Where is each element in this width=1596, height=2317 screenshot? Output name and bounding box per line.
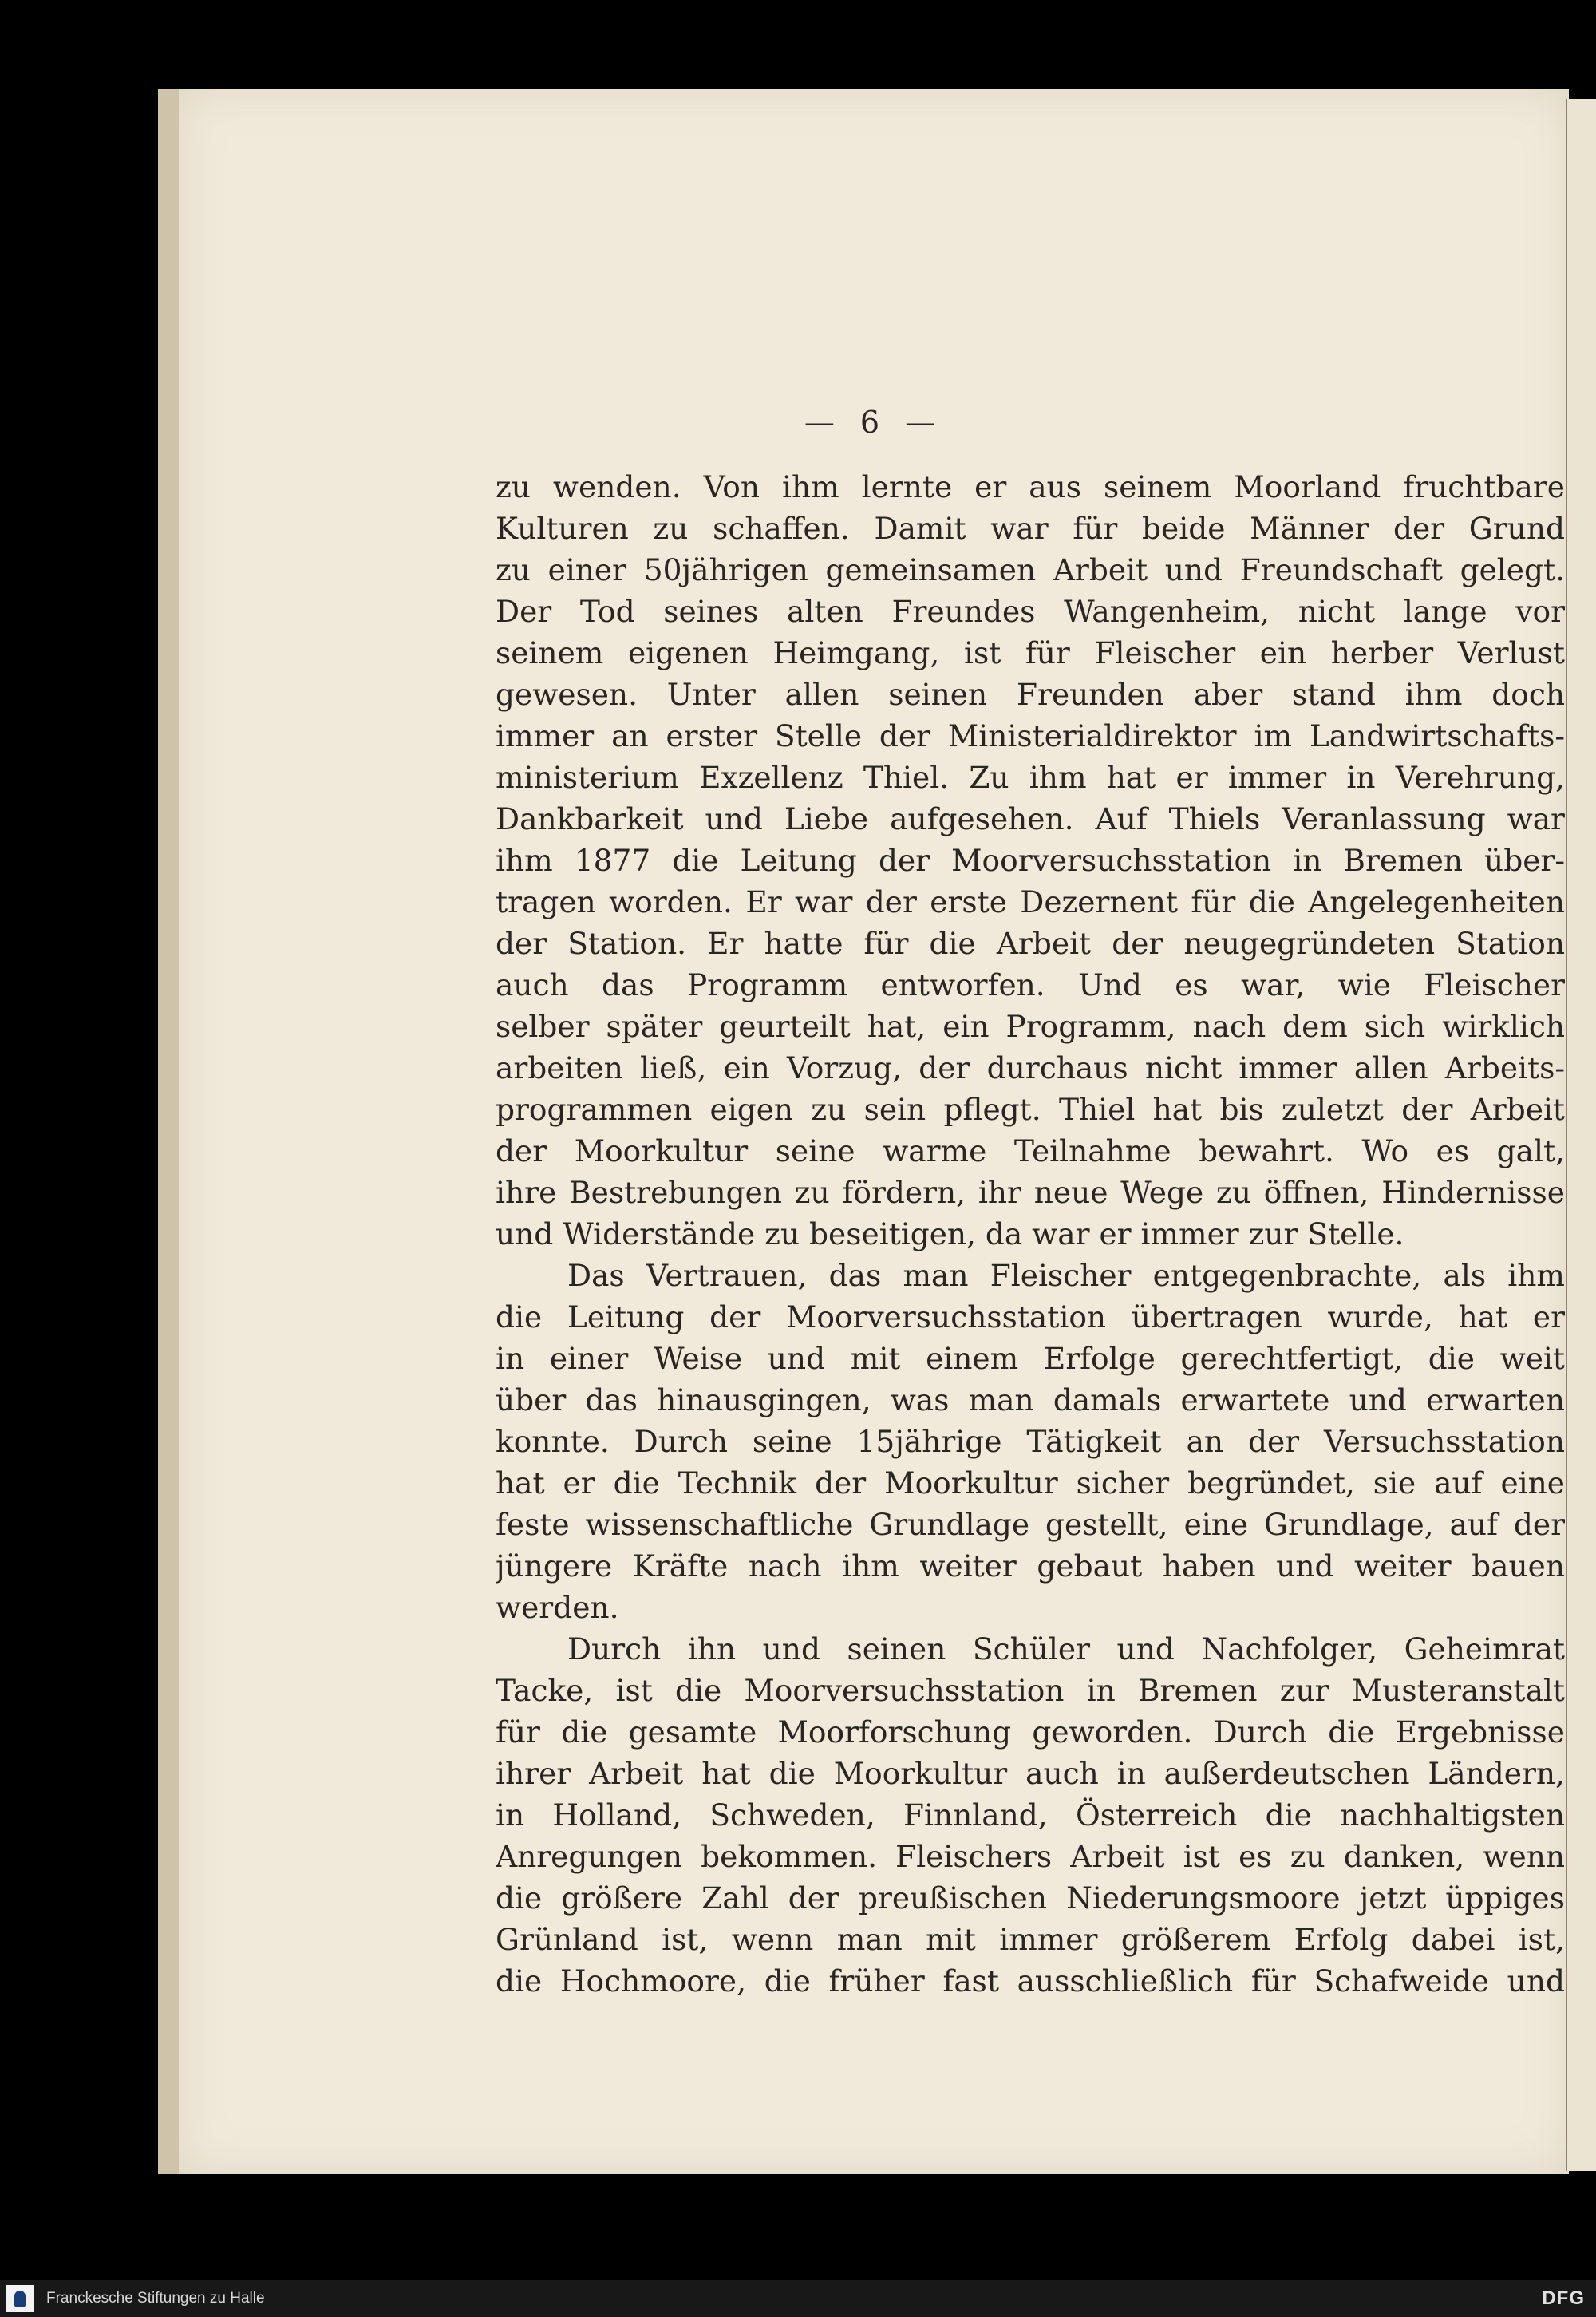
text-line: hat er die Technik der Moorkultur sicher begründet, sie auf eine — [496, 1465, 1565, 1501]
text-line: und Widerstände zu beseitigen, da war er immer zur Stelle. — [496, 1216, 1404, 1251]
footer-institution: Franckesche Stiftungen zu Halle — [46, 2290, 265, 2307]
next-page-edge — [1566, 99, 1596, 2171]
text-line: Durch ihn und seinen Schüler und Nachfolger, Geheimrat — [567, 1631, 1565, 1667]
text-line: arbeiten ließ, ein Vorzug, der durchaus nicht immer allen Arbeits- — [496, 1050, 1565, 1085]
text-line: über das hinausgingen, was man damals erwartete und erwarten — [496, 1382, 1565, 1417]
text-body — [496, 466, 1565, 2002]
text-line: konnte. Durch seine 15jährige Tätigkeit an der Versuchsstation — [496, 1424, 1565, 1459]
text-line: Tacke, ist die Moorversuchsstation in Bremen zur Musteranstalt — [496, 1673, 1565, 1708]
text-line: feste wissenschaftliche Grundlage gestellt, eine Grundlage, auf der — [496, 1507, 1565, 1542]
text-line: auch das Programm entworfen. Und es war, wie Fleischer — [496, 967, 1565, 1002]
text-line: selber später geurteilt hat, ein Programm, nach dem sich wirklich — [496, 1009, 1565, 1044]
text-line: in Holland, Schweden, Finnland, Österreich die nachhaltigsten — [496, 1797, 1565, 1833]
text-line: programmen eigen zu sein pflegt. Thiel hat bis zuletzt der Arbeit — [496, 1092, 1565, 1127]
dfg-logo: DFG — [1542, 2287, 1585, 2309]
text-line: tragen worden. Er war der erste Dezernent für die Angelegenheiten — [496, 884, 1565, 919]
text-line: zu einer 50jährigen gemeinsamen Arbeit und Freundschaft gelegt. — [496, 552, 1565, 587]
text-line: ihre Bestrebungen zu fördern, ihr neue Wege zu öffnen, Hindernisse — [496, 1175, 1565, 1210]
text-line: in einer Weise und mit einem Erfolge gerechtfertigt, die weit — [496, 1341, 1565, 1376]
text-line: werden. — [496, 1590, 619, 1625]
text-line: gewesen. Unter allen seinen Freunden aber stand ihm doch — [496, 677, 1565, 712]
text-line: Anregungen bekommen. Fleischers Arbeit ist es zu danken, wenn — [496, 1839, 1565, 1874]
text-line: ihm 1877 die Leitung der Moorversuchsstation in Bremen über- — [496, 843, 1565, 878]
text-line: Dankbarkeit und Liebe aufgesehen. Auf Thiels Veranlassung war — [496, 801, 1565, 836]
text-line: jüngere Kräfte nach ihm weiter gebaut haben und weiter bauen — [496, 1548, 1565, 1584]
document-page — [158, 89, 1569, 2174]
text-line: der Station. Er hatte für die Arbeit der neugegründeten Station — [496, 926, 1565, 961]
text-line: für die gesamte Moorforschung geworden. Durch die Ergebnisse — [496, 1714, 1565, 1750]
text-line: ministerium Exzellenz Thiel. Zu ihm hat er immer in Verehrung, — [496, 760, 1565, 795]
text-line: der Moorkultur seine warme Teilnahme bewahrt. Wo es galt, — [496, 1133, 1565, 1168]
text-line: Der Tod seines alten Freundes Wangenheim, nicht lange vor — [496, 594, 1565, 629]
text-line: Das Vertrauen, das man Fleischer entgegenbrachte, als ihm — [567, 1258, 1565, 1293]
text-line: seinem eigenen Heimgang, ist für Fleischer ein herber Verlust — [496, 635, 1565, 670]
text-line: zu wenden. Von ihm lernte er aus seinem Moorland fruchtbare — [496, 469, 1565, 504]
footer-bar — [0, 2280, 1596, 2317]
text-line: Kulturen zu schaffen. Damit war für beide Männer der Grund — [496, 511, 1565, 546]
logo-mark — [14, 2291, 26, 2307]
text-line: die größere Zahl der preußischen Niederungsmoore jetzt üppiges — [496, 1880, 1565, 1916]
francke-foundation-logo-icon — [6, 2285, 34, 2312]
page-number: — 6 — — [804, 405, 944, 440]
text-line: ihrer Arbeit hat die Moorkultur auch in außerdeutschen Ländern, — [496, 1756, 1565, 1791]
text-line: die Hochmoore, die früher fast ausschließlich für Schafweide und — [496, 1963, 1565, 1999]
text-line: Grünland ist, wenn man mit immer größerem Erfolg dabei ist, — [496, 1922, 1565, 1957]
text-line: immer an erster Stelle der Ministerialdirektor im Landwirtschafts- — [496, 718, 1565, 753]
text-line: die Leitung der Moorversuchsstation übertragen wurde, hat er — [496, 1299, 1565, 1334]
